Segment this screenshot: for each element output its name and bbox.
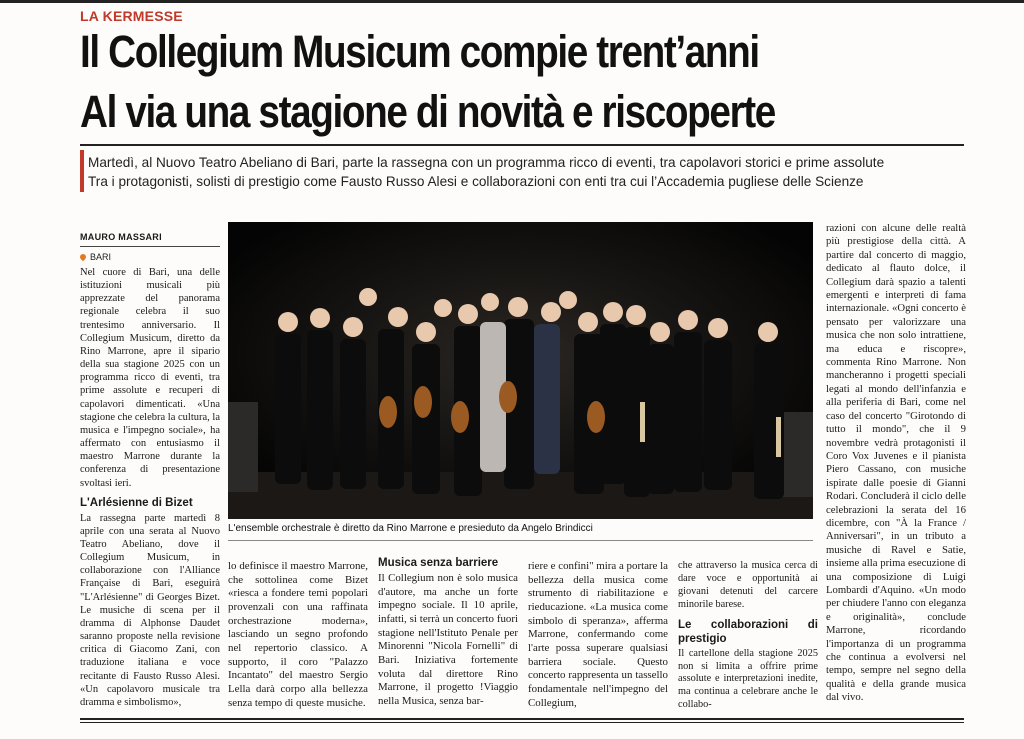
article-column-6 (826, 222, 966, 705)
headline-line-1: Il Collegium Musicum compie trent’anni (80, 26, 759, 77)
article-column-4 (528, 560, 668, 710)
dateline-place: BARI (90, 252, 112, 262)
caption-rule (228, 540, 813, 541)
section-kicker: LA KERMESSE (80, 8, 183, 24)
orchestra-photo-illustration (228, 222, 813, 519)
top-rule (0, 0, 1024, 3)
subheading-collaborazioni: Le collaborazioni di prestigio (678, 618, 818, 645)
column-5-paragraph-2: Il cartellone della stagione 2025 non si limita a offrire prime assolute e interpretazioni inedite, ma continua a celebrare anche le collabo- (678, 647, 818, 711)
column-4-paragraph-1: riere e confini" mira a portare la bellezza della musica come strumento di riabilitazione e rieducazione. «La musica come simbolo di speranza», afferma Marrone, confermando come l'arte possa superare qualsiasi barriera sociale. Questo concerto rappresenta un tassello fondamentale nell'impegno del Collegium, (528, 560, 668, 709)
ensemble-photo (228, 222, 813, 519)
column-3-paragraph-1: Il Collegium non è solo musica d'autore, ma anche un forte impegno sociale. Il 10 aprile, infatti, si terrà un concerto fuori stagione nell'Istituto Penale per Minorenni "Nicola Fornelli" di Bari. Iniziativa fortemente voluta dal direttore Rino Marrone, il progetto !Viaggio nella Musica, senza bar- (378, 572, 518, 707)
subheading-musica-senza-barriere: Musica senza barriere (378, 557, 499, 569)
bottom-rule (80, 718, 964, 720)
column-1-paragraph-2: La rassegna parte martedì 8 aprile con una serata al Nuovo Teatro Abeliano, dove il Collegium Musicum, in collaborazione con l'Alliance Française di Bari, eseguirà "L'Arlésienne" di Georges Bizet. Le musiche di scena per il dramma di Alphonse Daudet saranno proposte nella revisione critica di Giacomo Zani, con traduzione italiana e voce recitante di Fausto Russo Alesi. «Un capolavoro musicale tra dramma e simbolismo», (80, 512, 220, 708)
subtitle-line-2: Tra i protagonisti, solisti di prestigio come Fausto Russo Alesi e collaborazioni con enti tra cui l’Accademia pugliese delle Scienze (88, 174, 864, 189)
article-column-1 (80, 266, 220, 709)
bottom-rule-thin (80, 722, 964, 723)
column-5-paragraph-1: che attraverso la musica cerca di dare voce e opportunità ai giovani detenuti del carcere minorile barese. (678, 560, 818, 610)
article-column-5 (678, 560, 818, 712)
article-column-3 (378, 554, 518, 709)
article-column-2 (228, 560, 368, 710)
author-rule (80, 246, 220, 247)
location-pin-icon (79, 253, 87, 261)
photo-caption: L'ensemble orchestrale è diretto da Rino Marrone e presieduto da Angelo Brindicci (228, 523, 593, 534)
subtitle-line-1: Martedì, al Nuovo Teatro Abeliano di Bari, parte la rassegna con un programma ricco di eventi, tra capolavori storici e prime assolute (88, 155, 885, 170)
author-name: MAURO MASSARI (80, 232, 162, 242)
subtitle-accent-bar (80, 150, 84, 192)
column-6-paragraph-1: razioni con alcune delle realtà più prestigiose della città. A partire dal concerto di maggio, dedicato al flauto dolce, il Collegium darà spazio a talenti emergenti e interpreti di fama internazionale. «Ogni concerto è pensato per valorizzare una musica che non solo intrattiene, ma educa e riscopre», commenta Rino Marrone. Non mancheranno i progetti speciali legati al mondo dell'infanzia e alla periferia di Bari, come nel caso del concerto "Girotondo di tutto il mondo", che il 9 novembre vedrà protagonisti il Coro Vox Juvenes e il pianista Piero Cassano, con musiche ispirate dalle poesie di Gianni Rodari. Concluderà il ciclo delle celebrazioni la serata del 16 dicembre, con "À la France / Anniversari", in un tributo a musiche di Ravel e Satie, insieme alla prima esecuzione di una composizione di Luigi Lombardi d'Aquino. «Un modo per chiudere l'anno con eleganza e originalità», conclude Marrone, ricordando l'importanza di un programma che continua a evolversi nel tempo, sempre nel segno della qualità e della grande musica dal vivo. (826, 222, 966, 704)
column-2-paragraph-1: lo definisce il maestro Marrone, che sottolinea come Bizet «riesca a fondere temi popolari provenzali con una raffinata orchestrazione moderna», lasciando un segno profondo nel repertorio classico. A supporto, il coro "Palazzo Incantato" del maestro Sergio Lella darà corpo alla bellezza senza tempo di queste musiche. (228, 560, 368, 709)
headline-line-2: Al via una stagione di novità e riscoperte (80, 86, 775, 137)
dateline (80, 252, 111, 262)
column-1-paragraph-1: Nel cuore di Bari, una delle istituzioni musicali più apprezzate del panorama regionale celebra il suo trentesimo anniversario. Il Collegium Musicum, diretto da Rino Marrone, apre il sipario della sua stagione 2025 con un programma ricco di eventi, tra prime assolute e recuperi di capolavori dimenticati. «Una stagione che celebra la cultura, la musica e l'impegno sociale», ha affermato con entusiasmo il maestro Marrone durante la conferenza di presentazione svoltasi ieri. (80, 267, 220, 489)
subheading-arlesienne: L'Arlésienne di Bizet (80, 496, 193, 509)
subtitle-rule (80, 144, 964, 146)
